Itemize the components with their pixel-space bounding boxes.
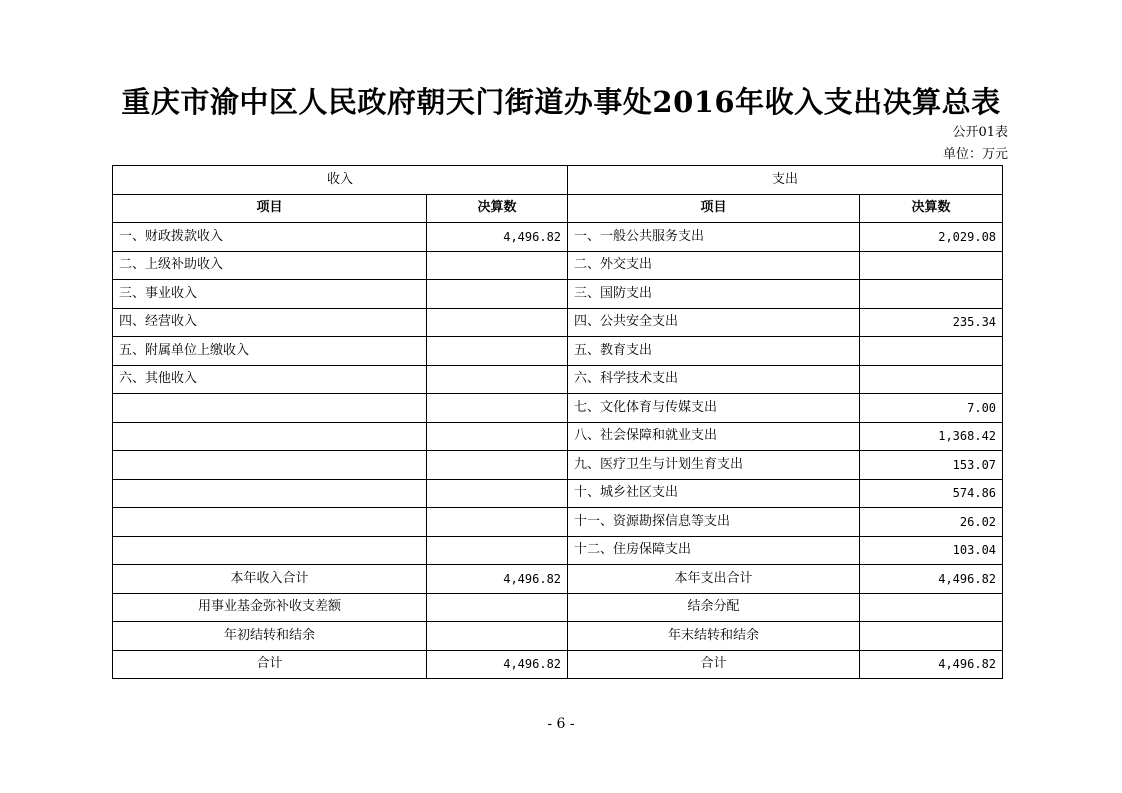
column-header-row (113, 194, 1003, 223)
table-row (113, 508, 1003, 537)
expenditure-item-cell: 一、一般公共服务支出 (568, 223, 860, 252)
income-section-header: 收入 (113, 166, 568, 195)
expenditure-amount-cell (860, 337, 1003, 366)
income-amount-header: 决算数 (427, 194, 568, 223)
expenditure-amount-cell: 153.07 (860, 451, 1003, 480)
expenditure-item-cell: 年末结转和结余 (568, 622, 860, 651)
expenditure-amount-cell (860, 280, 1003, 309)
table-row (113, 422, 1003, 451)
expenditure-amount-cell (860, 251, 1003, 280)
income-amount-cell (427, 451, 568, 480)
income-amount-cell (427, 479, 568, 508)
table-row (113, 536, 1003, 565)
income-item-cell: 四、经营收入 (113, 308, 427, 337)
summary-row (113, 593, 1003, 622)
expenditure-item-cell: 本年支出合计 (568, 565, 860, 594)
summary-row (113, 565, 1003, 594)
expenditure-item-cell: 三、国防支出 (568, 280, 860, 309)
table-row (113, 251, 1003, 280)
income-amount-cell (427, 308, 568, 337)
document-title: 重庆市渝中区人民政府朝天门街道办事处2016年收入支出决算总表 (121, 85, 1001, 119)
income-amount-cell (427, 508, 568, 537)
summary-row (113, 650, 1003, 679)
income-item-cell: 一、财政拨款收入 (113, 223, 427, 252)
income-item-cell: 本年收入合计 (113, 565, 427, 594)
table-row (113, 451, 1003, 480)
expenditure-item-cell: 七、文化体育与传媒支出 (568, 394, 860, 423)
expenditure-item-cell: 九、医疗卫生与计划生育支出 (568, 451, 860, 480)
table-row (113, 479, 1003, 508)
expenditure-amount-cell: 235.34 (860, 308, 1003, 337)
income-amount-cell (427, 593, 568, 622)
income-amount-cell: 4,496.82 (427, 650, 568, 679)
expenditure-amount-cell: 26.02 (860, 508, 1003, 537)
expenditure-section-header: 支出 (568, 166, 1003, 195)
income-amount-cell: 4,496.82 (427, 223, 568, 252)
summary-row (113, 622, 1003, 651)
income-item-cell (113, 479, 427, 508)
expenditure-amount-header: 决算数 (860, 194, 1003, 223)
income-item-cell: 二、上级补助收入 (113, 251, 427, 280)
income-amount-cell: 4,496.82 (427, 565, 568, 594)
expenditure-item-cell: 结余分配 (568, 593, 860, 622)
table-row (113, 337, 1003, 366)
expenditure-amount-cell: 4,496.82 (860, 565, 1003, 594)
table-row (113, 308, 1003, 337)
income-item-header: 项目 (113, 194, 427, 223)
expenditure-amount-cell (860, 365, 1003, 394)
page-number: - 6 - (547, 716, 575, 732)
expenditure-item-cell: 十、城乡社区支出 (568, 479, 860, 508)
income-amount-cell (427, 622, 568, 651)
income-item-cell (113, 451, 427, 480)
income-item-cell: 年初结转和结余 (113, 622, 427, 651)
income-item-cell: 合计 (113, 650, 427, 679)
income-amount-cell (427, 394, 568, 423)
expenditure-amount-cell: 103.04 (860, 536, 1003, 565)
expenditure-amount-cell: 1,368.42 (860, 422, 1003, 451)
expenditure-item-cell: 六、科学技术支出 (568, 365, 860, 394)
income-item-cell: 五、附属单位上缴收入 (113, 337, 427, 366)
expenditure-item-cell: 八、社会保障和就业支出 (568, 422, 860, 451)
expenditure-item-header: 项目 (568, 194, 860, 223)
budget-table (112, 165, 1003, 679)
expenditure-amount-cell: 7.00 (860, 394, 1003, 423)
expenditure-item-cell: 合计 (568, 650, 860, 679)
section-header-row (113, 166, 1003, 195)
income-amount-cell (427, 536, 568, 565)
expenditure-item-cell: 十二、住房保障支出 (568, 536, 860, 565)
income-item-cell: 用事业基金弥补收支差额 (113, 593, 427, 622)
income-item-cell (113, 394, 427, 423)
income-item-cell: 三、事业收入 (113, 280, 427, 309)
income-amount-cell (427, 422, 568, 451)
table-row (113, 280, 1003, 309)
income-item-cell: 六、其他收入 (113, 365, 427, 394)
income-item-cell (113, 422, 427, 451)
expenditure-amount-cell (860, 593, 1003, 622)
table-row (113, 394, 1003, 423)
unit-label: 单位：万元 (942, 147, 1008, 162)
income-item-cell (113, 536, 427, 565)
expenditure-item-cell: 四、公共安全支出 (568, 308, 860, 337)
income-amount-cell (427, 365, 568, 394)
income-amount-cell (427, 251, 568, 280)
expenditure-amount-cell (860, 622, 1003, 651)
income-amount-cell (427, 337, 568, 366)
expenditure-item-cell: 十一、资源勘探信息等支出 (568, 508, 860, 537)
table-row (113, 365, 1003, 394)
expenditure-amount-cell: 4,496.82 (860, 650, 1003, 679)
expenditure-item-cell: 五、教育支出 (568, 337, 860, 366)
income-amount-cell (427, 280, 568, 309)
table-row (113, 223, 1003, 252)
income-item-cell (113, 508, 427, 537)
expenditure-item-cell: 二、外交支出 (568, 251, 860, 280)
expenditure-amount-cell: 574.86 (860, 479, 1003, 508)
expenditure-amount-cell: 2,029.08 (860, 223, 1003, 252)
form-code: 公开01表 (952, 125, 1008, 140)
